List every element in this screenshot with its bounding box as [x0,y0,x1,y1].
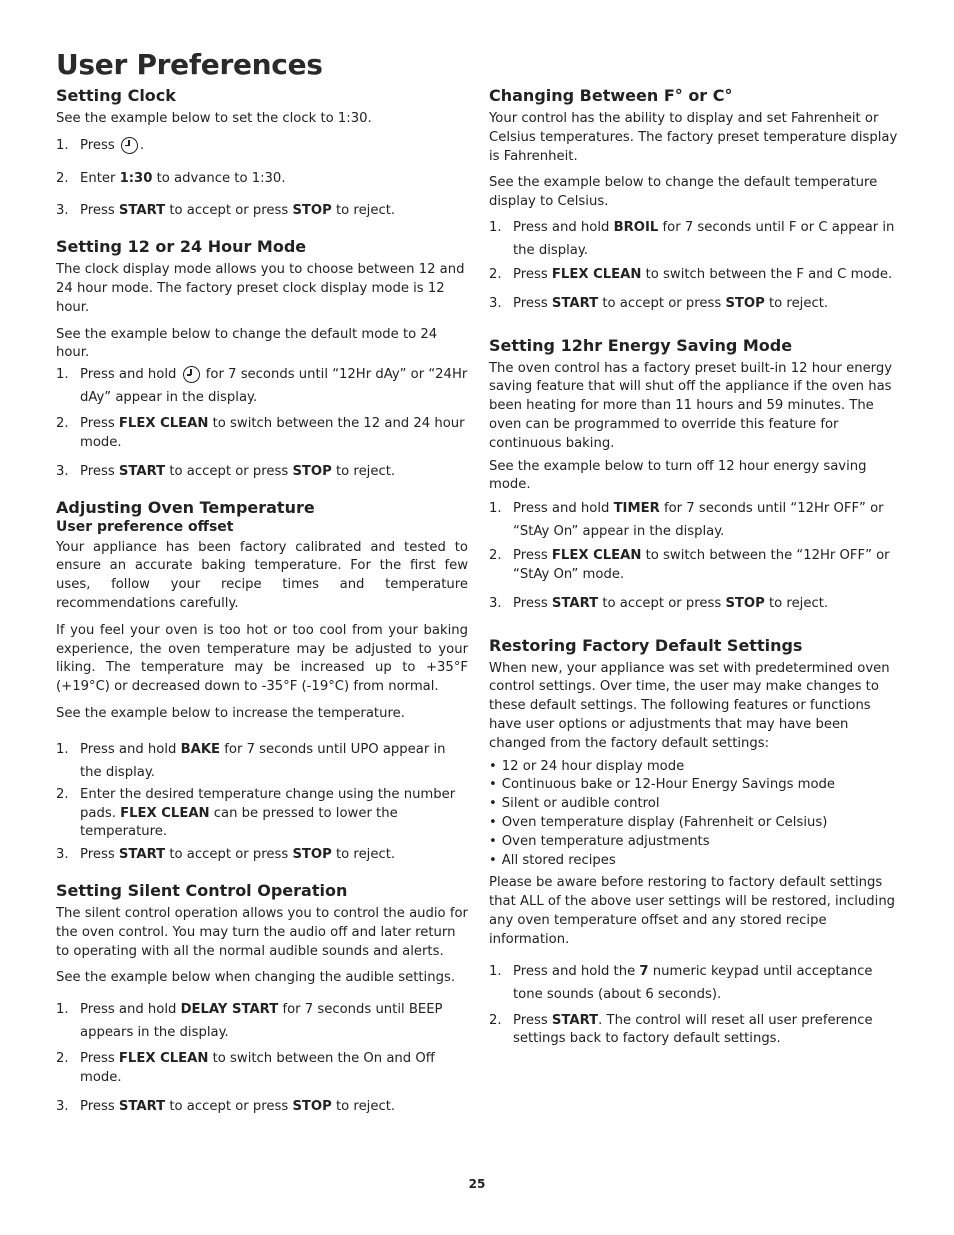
step [56,738,468,784]
step-number: 2. [489,1012,502,1028]
paragraph: When new, your appliance was set with predetermined oven control settings. Over time, the user may make changes to these default settings. The following features or functions have user options or adjustments that may have been changed from the factory default settings: [489,660,890,751]
key-label: FLEX CLEAN [118,1051,209,1067]
step-list [56,998,468,1116]
paragraph: Your appliance has been factory calibrated and tested to ensure an accurate baking temperature. For the first few uses, follow your recipe times and temperature recommendations carefully. [56,539,468,611]
step-text: Press and hold [80,1002,181,1018]
step [56,1050,468,1088]
step-list [489,497,899,613]
clock-icon [183,366,200,383]
key-label: FLEX CLEAN [118,416,209,432]
step-number: 1. [56,1002,69,1018]
step [56,998,468,1044]
section-heading: Setting 12 or 24 Hour Mode [56,237,307,257]
key-label: START [551,595,599,611]
step-text: Press and hold [80,367,177,383]
key-label: FLEX CLEAN [551,548,642,564]
step-text: to accept or press [165,463,293,479]
step-text: Press and hold the [513,963,640,979]
key-label: FLEX CLEAN [551,266,642,282]
step [489,547,899,585]
step-text: . [139,137,145,153]
list-item: • Oven temperature display (Fahrenheit or Celsius) [489,814,899,833]
paragraph: See the example below to change the default temperature display to Celsius. [489,175,878,210]
key-label: BAKE [180,741,221,757]
step-number: 2. [56,170,69,186]
step [489,595,899,614]
step-text: to accept or press [165,203,293,219]
step-text: to reject. [331,847,396,863]
paragraph: The clock display mode allows you to choose between 12 and 24 hour mode. The factory preset clock display mode is 12 hour. [56,262,465,315]
step-number: 3. [56,1098,69,1114]
step-text: to switch between the On and Off mode. [80,1051,435,1085]
step-text: to reject. [331,203,396,219]
key-label: STOP [292,847,332,863]
temperature-unit-section [489,86,899,314]
section-heading: Setting Silent Control Operation [56,880,348,900]
section-heading: Changing Between F° or C° [489,86,733,105]
step-number: 2. [56,416,69,432]
right-column [489,86,899,1065]
step-list [489,216,899,314]
list-item: • Oven temperature adjustments [489,833,899,852]
key-label: 1:30 [119,170,153,186]
step-number: 1. [56,741,69,757]
key-label: START [118,1098,166,1114]
key-label: START [118,463,166,479]
step [56,463,468,482]
section-heading: Setting Clock [56,86,176,105]
step-list [56,363,468,481]
paragraph: Please be aware before restoring to factory default settings that ALL of the above user settings will be restored, including any oven temperature offset and any stored recipe information. [489,875,896,947]
step [56,846,468,865]
step-text: Press [80,416,119,432]
step-number: 2. [56,786,69,802]
step-text: to accept or press [165,847,293,863]
section-heading: Setting 12hr Energy Saving Mode [489,335,793,355]
step-text: Enter the desired temperature change using the number pads. [80,786,456,821]
paragraph: The oven control has a factory preset built-in 12 hour energy saving feature that will shut off the appliance if the oven has been heating for more than 11 hours and 59 minutes. The oven can be programmed to override this feature for continuous baking. [489,360,893,451]
step-text: Enter [80,170,120,186]
step-number: 1. [56,137,69,153]
step-text: to reject. [331,1098,396,1114]
step-text: to switch between the F and C mode. [641,266,893,282]
step [56,415,468,453]
step [489,266,899,285]
key-label: STOP [292,463,332,479]
step-text: . The control will reset all user preference settings back to factory default settings. [513,1012,873,1047]
paragraph: See the example below to increase the temperature. [56,705,405,721]
paragraph: See the example below to turn off 12 hour energy saving mode. [489,458,867,493]
key-label: START [551,1012,599,1028]
step-text: Press [80,137,115,153]
step-number: 1. [489,963,502,979]
step-number: 1. [489,501,502,517]
key-label: STOP [292,203,332,219]
section-heading: Adjusting Oven Temperature [56,497,315,517]
step-text: Press [80,1051,119,1067]
step [489,497,899,543]
page-number: 25 [468,1177,486,1191]
paragraph: The silent control operation allows you to control the audio for the oven control. You may turn the audio off and later return to operating with all the normal audible sounds and alerts. [56,905,468,959]
paragraph: See the example below when changing the audible settings. [56,970,456,986]
step-text: to reject. [331,463,396,479]
step-text: to switch between the “12Hr OFF” or “StAy On” mode. [513,548,890,582]
step-list [489,960,899,1050]
step-text: to reject. [764,295,829,311]
list-item: • All stored recipes [489,852,899,871]
step-text: Press [80,463,119,479]
step-list [56,738,468,865]
paragraph: Your control has the ability to display and set Fahrenheit or Celsius temperatures. The factory preset temperature display is Fahrenheit. [489,111,898,164]
step-text: to accept or press [598,295,726,311]
clock-icon [121,137,138,154]
step-list [56,137,468,221]
section-heading: Restoring Factory Default Settings [489,635,803,655]
energy-saving-section [489,336,899,614]
step-text: numeric keypad until acceptance tone sounds (about 6 seconds). [513,963,873,1002]
step [56,170,468,189]
step [56,137,468,156]
key-label: STOP [292,1098,332,1114]
step [489,295,899,314]
step-number: 3. [56,847,69,863]
list-item: • Silent or audible control [489,795,899,814]
step [56,202,468,221]
step-text: for 7 seconds until BEEP appears in the display. [80,1002,443,1041]
step-number: 3. [489,595,502,611]
step-number: 1. [489,219,502,235]
hour-mode-section [56,237,468,481]
restore-defaults-section [489,636,899,1050]
paragraph: See the example below to change the default mode to 24 hour. [56,326,438,361]
left-column [56,86,468,1133]
section-subheading: User preference offset [56,518,234,535]
step-text: Press [80,847,119,863]
oven-temperature-section [56,498,468,865]
step [489,1012,899,1050]
step-text: for 7 seconds until UPO appear in the display. [80,741,446,780]
step-text: Press and hold [513,219,614,235]
step-number: 3. [56,203,69,219]
step-text: Press [513,1012,552,1028]
list-item: • Continuous bake or 12-Hour Energy Savings mode [489,776,899,795]
key-label: DELAY START [180,1002,279,1018]
step-text: to switch between the 12 and 24 hour mode. [80,416,465,450]
step-text: Press and hold [513,501,614,517]
page-title: User Preferences [56,48,323,81]
step-number: 3. [489,295,502,311]
step-text: Press [80,1098,119,1114]
step [489,960,899,1006]
paragraph: If you feel your oven is too hot or too cool from your baking experience, the oven temperature may be adjusted to your liking. The temperature may be increased up to +35°F (+19°C) or decreased down to -35°F (-19°C) from normal. [56,622,468,695]
step-number: 2. [56,1051,69,1067]
setting-clock-section [56,86,468,221]
step-number: 1. [56,367,69,383]
step-text: can be pressed to lower the temperature. [80,805,398,840]
step-text: to reject. [764,595,829,611]
feature-list [489,758,899,871]
step-text: Press [513,266,552,282]
key-label: START [118,847,166,863]
step-number: 2. [489,548,502,564]
step-text: for 7 seconds until “12Hr dAy” or “24Hr dAy” appear in the display. [80,367,468,406]
step-text: for 7 seconds until “12Hr OFF” or “StAy On” appear in the display. [513,501,884,540]
step-text: Press and hold [80,741,181,757]
step-text: Press [513,295,552,311]
step [56,1098,468,1117]
key-label: 7 [639,963,649,979]
key-label: TIMER [613,501,660,517]
step [56,363,468,409]
list-item: • 12 or 24 hour display mode [489,758,899,777]
step-text: Press [80,203,119,219]
step-text: to accept or press [165,1098,293,1114]
key-label: START [118,203,166,219]
step-text: for 7 seconds until F or C appear in the display. [513,219,895,258]
key-label: FLEX CLEAN [120,805,210,821]
step [489,216,899,262]
step-text: to advance to 1:30. [152,170,286,186]
step [56,786,468,842]
step-text: Press [513,548,552,564]
step-number: 3. [56,463,69,479]
key-label: START [551,295,599,311]
paragraph: See the example below to set the clock to 1:30. [56,111,372,126]
key-label: STOP [725,295,765,311]
step-text: to accept or press [598,595,726,611]
step-number: 2. [489,266,502,282]
key-label: BROIL [613,219,659,235]
key-label: STOP [725,595,765,611]
step-text: Press [513,595,552,611]
silent-control-section [56,881,468,1117]
